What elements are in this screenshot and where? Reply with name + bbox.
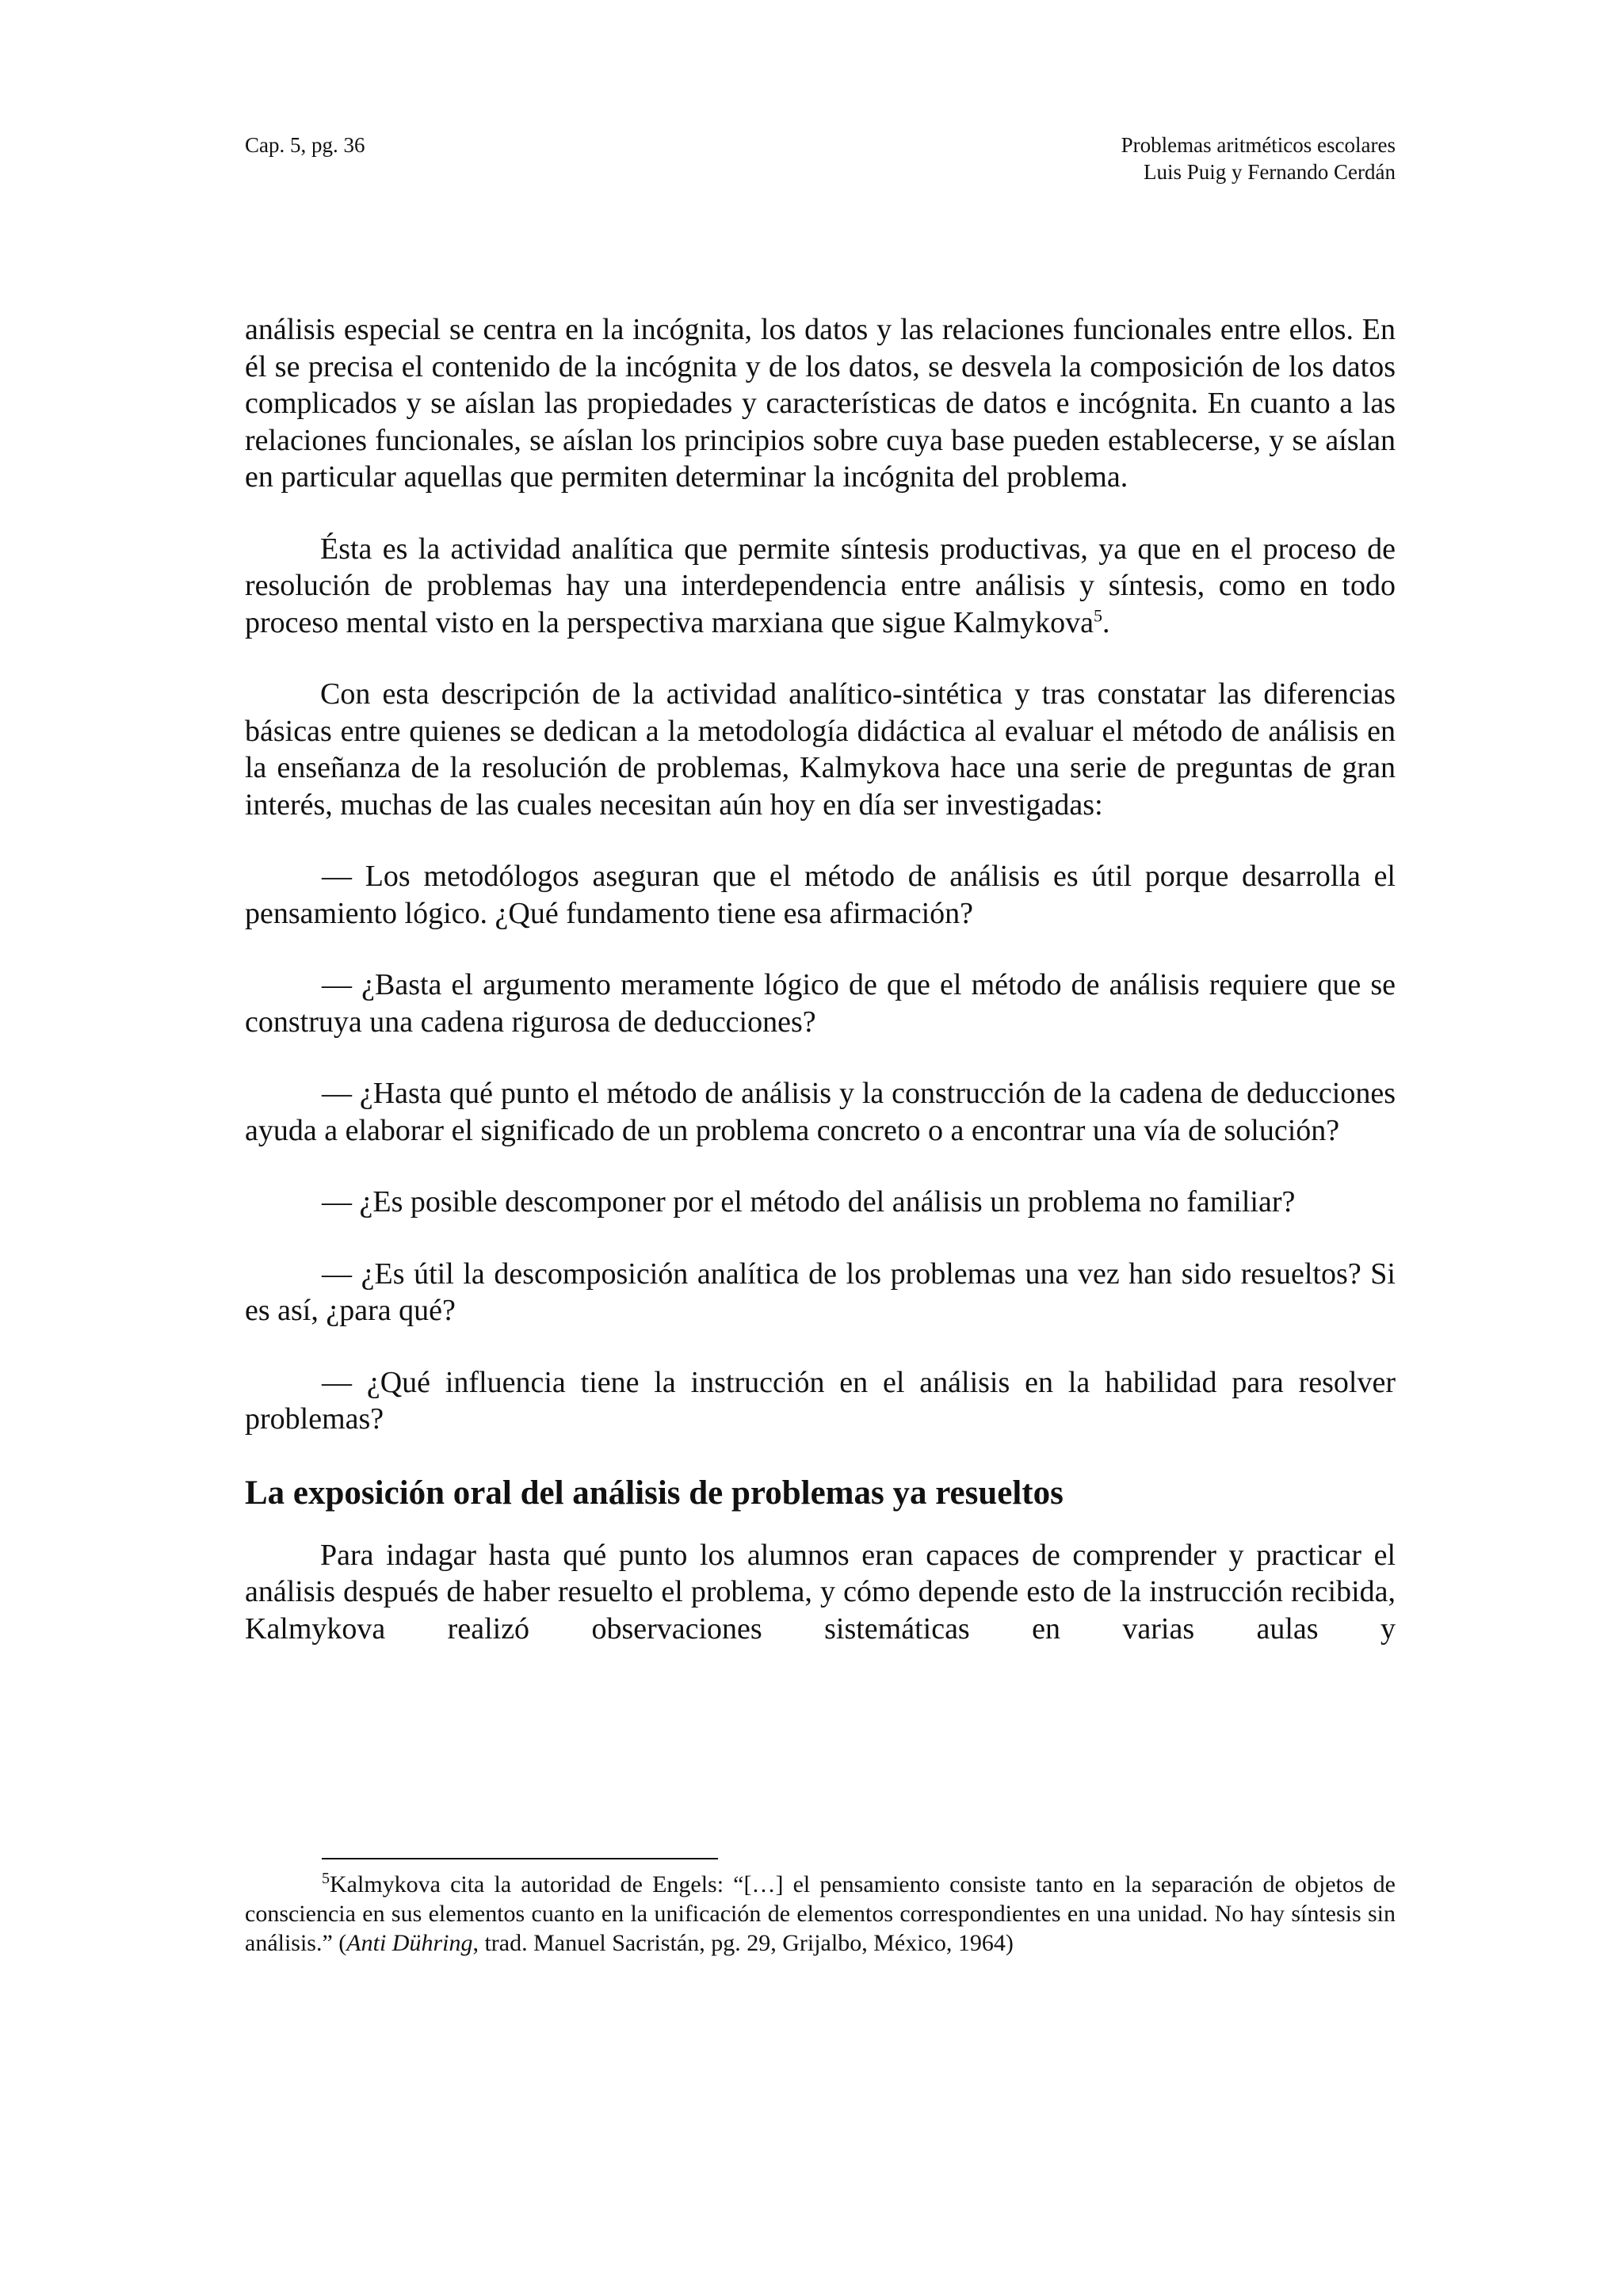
question-5: — ¿Es útil la descomposición analítica de los problemas una vez han sido resueltos? Si es así, ¿para qué?: [245, 1257, 1396, 1327]
footnote-separator: [322, 1858, 718, 1859]
page-body: [245, 311, 1396, 1647]
footnote-text-before: Kalmykova cita la autoridad de Engels: “[…] el pensamiento consiste tanto en la separación de objetos de consciencia en sus elementos cuanto en la unificación de elementos correspondientes en una unidad. No hay síntesis sin análisis.” (: [245, 1871, 1396, 1956]
footnote-text-after: , trad. Manuel Sacristán, pg. 29, Grijalbo, México, 1964): [472, 1930, 1014, 1956]
footnote-cited-title: Anti Dühring: [346, 1930, 473, 1956]
paragraph-2-text: Ésta es la actividad analítica que permite síntesis productivas, ya que en el proceso de resolución de problemas hay una interdependencia entre análisis y síntesis, como en todo proceso mental visto en la perspectiva marxiana que sigue Kalmykova: [245, 532, 1396, 639]
section-heading: La exposición oral del análisis de problemas ya resueltos: [245, 1474, 1064, 1512]
footnote-number: 5: [322, 1870, 330, 1887]
paragraph-3: Con esta descripción de la actividad analítico-sintética y tras constatar las diferencias básicas entre quienes se dedican a la metodología didáctica al evaluar el método de análisis en la enseñanza de la resolución de problemas, Kalmykova hace una serie de preguntas de gran interés, muchas de las cuales necesitan aún hoy en día ser investigadas:: [245, 677, 1396, 822]
paragraph-2-end: .: [1102, 605, 1110, 639]
book-title: Problemas aritméticos escolares: [1121, 133, 1396, 157]
question-4: — ¿Es posible descomponer por el método del análisis un problema no familiar?: [322, 1185, 1296, 1219]
footnote: [245, 1870, 1396, 1958]
question-1: — Los metodólogos aseguran que el método de análisis es útil porque desarrolla el pensamiento lógico. ¿Qué fundamento tiene esa afirmación?: [245, 860, 1396, 930]
footnote-reference[interactable]: 5: [1094, 605, 1103, 625]
book-authors: Luis Puig y Fernando Cerdán: [1144, 160, 1396, 184]
paragraph-4: Para indagar hasta qué punto los alumnos eran capaces de comprender y practicar el análisis después de haber resuelto el problema, y cómo depende esto de la instrucción recibida, Kalmykova realizó observaciones sistemáticas en varias aulas y: [245, 1538, 1396, 1646]
question-3: — ¿Hasta qué punto el método de análisis y la construcción de la cadena de deducciones ayuda a elaborar el significado de un problema concreto o a encontrar una vía de solución?: [245, 1077, 1396, 1147]
question-2: — ¿Basta el argumento meramente lógico de que el método de análisis requiere que se construya una cadena rigurosa de deducciones?: [245, 968, 1396, 1039]
question-6: — ¿Qué influencia tiene la instrucción en el análisis en la habilidad para resolver problemas?: [245, 1365, 1396, 1436]
paragraph-2: [245, 531, 1396, 642]
page-header-left: Cap. 5, pg. 36: [245, 133, 365, 157]
page-header-right: [1121, 132, 1396, 185]
paragraph-1: análisis especial se centra en la incógnita, los datos y las relaciones funcionales entre ellos. En él se precisa el contenido de la incógnita y de los datos, se desvela la composición de los datos complicados y se aíslan las propiedades y características de datos e incógnita. En cuanto a las relaciones funcionales, se aíslan los principios sobre cuya base pueden establecerse, y se aíslan en particular aquellas que permiten determinar la incógnita del problema.: [245, 313, 1396, 494]
